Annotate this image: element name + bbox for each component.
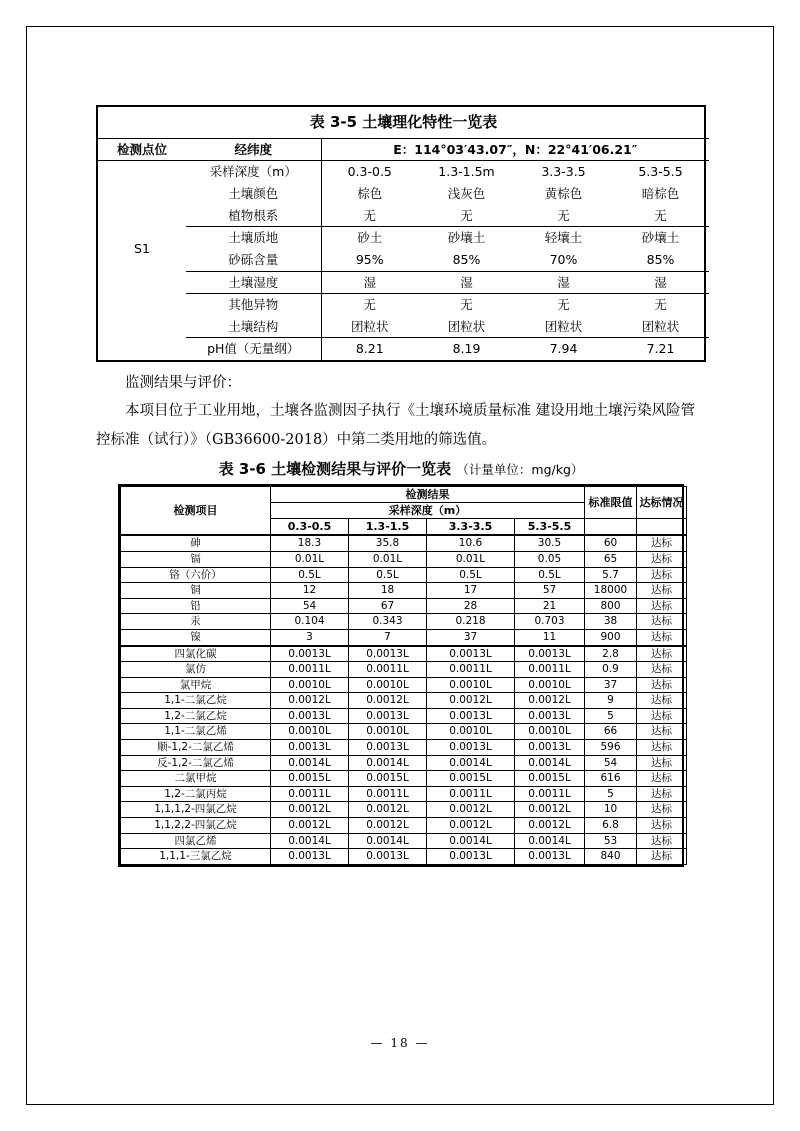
row-value: 54 — [271, 598, 349, 614]
row-value: 0.0015L — [349, 771, 427, 787]
row-value: 0.0013L — [515, 849, 585, 865]
row-compliance: 达标 — [637, 724, 687, 740]
row-item: 铬（六价） — [121, 567, 271, 583]
table-row — [121, 740, 687, 756]
row-value: 0.0013L — [427, 708, 515, 724]
table-row — [121, 629, 687, 645]
row-value: 0.0012L — [349, 693, 427, 709]
table-row — [121, 535, 687, 551]
header-result-group: 检测结果 — [271, 486, 585, 502]
row-value: 0.0014L — [427, 833, 515, 849]
row-value: 团粒状 — [612, 316, 709, 338]
row-item: 汞 — [121, 614, 271, 630]
page-content — [96, 105, 706, 867]
table-3-5-body — [98, 107, 709, 360]
table-row — [98, 183, 709, 205]
row-value: 12 — [271, 583, 349, 599]
row-value: 无 — [557, 297, 570, 313]
table-3-6-body — [121, 535, 687, 864]
row-standard: 38 — [585, 614, 637, 630]
table-row — [98, 227, 709, 249]
row-item: 砷 — [121, 535, 271, 551]
table-row — [121, 833, 687, 849]
row-value: 0.0012L — [427, 818, 515, 834]
table-3-6-head — [121, 486, 687, 535]
row-compliance: 达标 — [637, 708, 687, 724]
row-value: 无 — [654, 297, 667, 313]
row-value: 团粒状 — [515, 316, 612, 338]
row-standard: 900 — [585, 629, 637, 645]
row-value: 0.0011L — [427, 662, 515, 678]
row-compliance: 达标 — [637, 551, 687, 567]
row-value: 37 — [427, 629, 515, 645]
row-value: 0.0013L — [349, 646, 427, 662]
table-row — [121, 614, 687, 630]
row-value: 棕色 — [357, 186, 383, 201]
row-compliance: 达标 — [637, 614, 687, 630]
header-depth-1: 0.3-0.5 — [271, 519, 349, 536]
row-compliance: 达标 — [637, 771, 687, 787]
row-standard: 18000 — [585, 583, 637, 599]
row-value: 0.5L — [271, 567, 349, 583]
row-value: 18.3 — [271, 535, 349, 551]
table-row — [98, 294, 709, 316]
row-value: 0.0013L — [349, 740, 427, 756]
row-standard: 66 — [585, 724, 637, 740]
header-compliance-spacer — [637, 519, 687, 536]
table-row — [121, 677, 687, 693]
row-standard: 54 — [585, 755, 637, 771]
row-item: 镍 — [121, 629, 271, 645]
row-value: 10.6 — [427, 535, 515, 551]
row-value: 35.8 — [349, 535, 427, 551]
row-value: 0.0015L — [271, 771, 349, 787]
row-compliance: 达标 — [637, 755, 687, 771]
row-value: 浅灰色 — [447, 186, 486, 201]
row-value: 11 — [515, 629, 585, 645]
row-value: 0.218 — [427, 614, 515, 630]
table-3-5-header-row — [98, 138, 709, 161]
row-value: 7.21 — [646, 341, 675, 357]
row-value: 轻壤土 — [544, 230, 583, 246]
point-spacer-1 — [98, 161, 186, 227]
table-3-6-title-text: 表 3-6 土壤检测结果与评价一览表 — [218, 459, 452, 478]
row-label: pH值（无量纲） — [186, 338, 321, 360]
row-value: 0.0013L — [271, 849, 349, 865]
row-value: 0.0014L — [427, 755, 515, 771]
row-standard: 6.8 — [585, 818, 637, 834]
row-item: 氯甲烷 — [121, 677, 271, 693]
row-compliance: 达标 — [637, 786, 687, 802]
row-value: 8.19 — [452, 341, 481, 357]
row-value: 0.0012L — [515, 693, 585, 709]
row-value: 0.0012L — [349, 802, 427, 818]
header-depth-3: 3.3-3.5 — [427, 519, 515, 536]
evaluation-paragraph-block — [96, 369, 706, 454]
row-value: 30.5 — [515, 535, 585, 551]
table-row — [121, 802, 687, 818]
header-item: 检测项目 — [121, 486, 271, 535]
row-value: 3.3-3.5 — [541, 164, 586, 180]
row-value: 0.0012L — [271, 818, 349, 834]
row-value: 21 — [515, 598, 585, 614]
row-value: 0.5L — [427, 567, 515, 583]
row-value: 砂土 — [357, 230, 383, 246]
header-compliance: 达标情况 — [637, 486, 687, 518]
row-value: 0.0013L — [515, 708, 585, 724]
row-item: 1,1,2,2-四氯乙烷 — [121, 818, 271, 834]
row-value: 0.0011L — [349, 786, 427, 802]
row-value: 0.0012L — [349, 818, 427, 834]
row-value: 0.01L — [427, 551, 515, 567]
point-name-cell: S1 — [134, 241, 150, 257]
row-item: 顺-1,2-二氯乙烯 — [121, 740, 271, 756]
row-value: 无 — [321, 205, 418, 227]
row-label: 其他异物 — [186, 294, 321, 316]
row-value: 无 — [363, 297, 376, 313]
row-value: 团粒状 — [321, 316, 418, 338]
row-label: 土壤颜色 — [186, 183, 321, 205]
row-value: 0.0014L — [515, 755, 585, 771]
row-compliance: 达标 — [637, 583, 687, 599]
row-label: 砂砾含量 — [186, 249, 321, 271]
row-item: 1,1,1,2-四氯乙烷 — [121, 802, 271, 818]
row-value: 0.3-0.5 — [347, 164, 392, 180]
row-value: 0.0014L — [349, 833, 427, 849]
row-value: 0.05 — [515, 551, 585, 567]
row-standard: 840 — [585, 849, 637, 865]
evaluation-body: 本项目位于工业用地，土壤各监测因子执行《土壤环境质量标准 建设用地土壤污染风险管控标准（试行）》（GB36600-2018）中第二类用地的筛选值。 — [96, 403, 696, 448]
row-value: 砂壤土 — [447, 230, 486, 246]
row-value: 0.0012L — [515, 818, 585, 834]
row-compliance: 达标 — [637, 567, 687, 583]
row-item: 铜 — [121, 583, 271, 599]
row-value: 0.01L — [349, 551, 427, 567]
table-row — [121, 567, 687, 583]
row-value: 0.0013L — [271, 708, 349, 724]
table-row — [121, 755, 687, 771]
row-value: 湿 — [321, 271, 418, 294]
row-item: 二氯甲烷 — [121, 771, 271, 787]
row-value: 1.3-1.5m — [438, 164, 495, 180]
row-label: 土壤质地 — [186, 227, 321, 249]
row-value: 0.0010L — [349, 724, 427, 740]
row-value: 0.0012L — [427, 693, 515, 709]
row-standard: 596 — [585, 740, 637, 756]
row-label: 采样深度（m） — [186, 161, 321, 183]
row-value: 0.0015L — [515, 771, 585, 787]
row-value: 0.0010L — [427, 677, 515, 693]
header-depth-group: 采样深度（m） — [271, 502, 585, 518]
table-row — [121, 646, 687, 662]
row-value: 0.0012L — [427, 802, 515, 818]
row-value: 0.0012L — [271, 802, 349, 818]
row-label: 土壤结构 — [186, 316, 321, 338]
row-standard: 5.7 — [585, 567, 637, 583]
row-value: 0.0010L — [515, 724, 585, 740]
row-value: 0.0010L — [271, 724, 349, 740]
row-compliance: 达标 — [637, 818, 687, 834]
table-3-6-title — [96, 458, 706, 479]
row-item: 1,1-二氯乙烯 — [121, 724, 271, 740]
row-standard: 800 — [585, 598, 637, 614]
row-value: 0.0013L — [515, 740, 585, 756]
row-value: 5.3-5.5 — [638, 164, 683, 180]
row-value: 0.0011L — [271, 786, 349, 802]
row-value: 0.0010L — [349, 677, 427, 693]
table-row — [121, 708, 687, 724]
row-value: 7 — [349, 629, 427, 645]
row-value: 0.0011L — [515, 662, 585, 678]
row-value: 团粒状 — [418, 316, 515, 338]
row-value: 0.0013L — [271, 740, 349, 756]
row-value: 85% — [418, 249, 515, 271]
table-row — [98, 338, 709, 360]
table-3-5-title-row — [98, 107, 709, 138]
row-value: 0.703 — [515, 614, 585, 630]
row-value: 黄棕色 — [544, 186, 583, 201]
table-row — [121, 849, 687, 865]
row-value: 0.0011L — [515, 786, 585, 802]
row-compliance: 达标 — [637, 740, 687, 756]
table-row — [121, 693, 687, 709]
row-standard: 37 — [585, 677, 637, 693]
row-value: 0.0013L — [427, 646, 515, 662]
row-value: 0.5L — [515, 567, 585, 583]
row-value: 0.0012L — [271, 693, 349, 709]
row-standard: 9 — [585, 693, 637, 709]
row-value: 0.0010L — [515, 677, 585, 693]
row-compliance: 达标 — [637, 849, 687, 865]
row-compliance: 达标 — [637, 662, 687, 678]
row-value: 0.0014L — [271, 755, 349, 771]
row-value: 0.5L — [349, 567, 427, 583]
table-row — [98, 316, 709, 338]
row-label: 植物根系 — [186, 205, 321, 227]
table-row — [98, 161, 709, 183]
row-value: 0.0010L — [271, 677, 349, 693]
row-value: 17 — [427, 583, 515, 599]
table-row — [98, 205, 709, 227]
table-row — [121, 551, 687, 567]
table-row — [98, 271, 709, 294]
row-value: 0.01L — [271, 551, 349, 567]
row-value: 无 — [612, 205, 709, 227]
table-row — [121, 662, 687, 678]
row-item: 反-1,2-二氯乙烯 — [121, 755, 271, 771]
row-standard: 10 — [585, 802, 637, 818]
row-standard: 616 — [585, 771, 637, 787]
row-item: 镉 — [121, 551, 271, 567]
row-value: 95% — [321, 249, 418, 271]
row-compliance: 达标 — [637, 535, 687, 551]
table-row — [98, 249, 709, 271]
row-item: 1,2-二氯丙烷 — [121, 786, 271, 802]
row-value: 8.21 — [355, 341, 384, 357]
row-value: 0.104 — [271, 614, 349, 630]
page-footer: — 18 — — [370, 1036, 430, 1050]
row-value: 湿 — [515, 271, 612, 294]
row-value: 28 — [427, 598, 515, 614]
header-coord-label: 经纬度 — [186, 138, 321, 161]
row-item: 1,2-二氯乙烷 — [121, 708, 271, 724]
row-value: 0.0011L — [271, 662, 349, 678]
header-point-label: 检测点位 — [98, 138, 186, 161]
row-value: 0.0011L — [349, 662, 427, 678]
row-compliance: 达标 — [637, 598, 687, 614]
row-compliance: 达标 — [637, 693, 687, 709]
row-standard: 5 — [585, 708, 637, 724]
row-value: 0.0014L — [515, 833, 585, 849]
row-item: 氯仿 — [121, 662, 271, 678]
row-compliance: 达标 — [637, 802, 687, 818]
row-value: 0.0013L — [349, 849, 427, 865]
row-value: 0.0015L — [427, 771, 515, 787]
header-standard: 标准限值 — [585, 486, 637, 518]
row-value: 0.343 — [349, 614, 427, 630]
row-value: 湿 — [418, 271, 515, 294]
row-value: 0.0013L — [515, 646, 585, 662]
row-value: 3 — [271, 629, 349, 645]
row-compliance: 达标 — [637, 646, 687, 662]
row-value: 0.0013L — [427, 849, 515, 865]
row-item: 1,1-二氯乙烷 — [121, 693, 271, 709]
row-value: 0.0013L — [427, 740, 515, 756]
table-row — [121, 786, 687, 802]
header-coord-value: E：114°03′43.07″，N：22°41′06.21″ — [321, 138, 709, 161]
row-value: 70% — [515, 249, 612, 271]
row-value: 0.0013L — [349, 708, 427, 724]
row-value: 暗棕色 — [641, 186, 680, 201]
header-depth-4: 5.3-5.5 — [515, 519, 585, 536]
row-value: 67 — [349, 598, 427, 614]
row-compliance: 达标 — [637, 833, 687, 849]
row-value: 砂壤土 — [641, 230, 680, 246]
row-value: 85% — [612, 249, 709, 271]
header-depth-2: 1.3-1.5 — [349, 519, 427, 536]
row-standard: 2.8 — [585, 646, 637, 662]
row-standard: 0.9 — [585, 662, 637, 678]
table-row — [121, 771, 687, 787]
row-standard: 53 — [585, 833, 637, 849]
row-item: 1,1,1-三氯乙烷 — [121, 849, 271, 865]
row-value: 无 — [460, 297, 473, 313]
table-row — [121, 724, 687, 740]
table-row — [121, 818, 687, 834]
row-item: 铅 — [121, 598, 271, 614]
table-3-6 — [118, 484, 684, 867]
row-compliance: 达标 — [637, 629, 687, 645]
table-row — [121, 598, 687, 614]
row-standard: 5 — [585, 786, 637, 802]
row-value: 0.0011L — [427, 786, 515, 802]
evaluation-heading: 监测结果与评价： — [125, 375, 241, 391]
row-item: 四氯乙烯 — [121, 833, 271, 849]
row-value: 湿 — [612, 271, 709, 294]
row-value: 无 — [515, 205, 612, 227]
row-value: 18 — [349, 583, 427, 599]
row-value: 0.0012L — [515, 802, 585, 818]
table-3-6-title-unit: （计量单位：mg/kg） — [456, 461, 584, 477]
row-value: 0.0014L — [349, 755, 427, 771]
row-value: 0.0013L — [271, 646, 349, 662]
header-standard-spacer — [585, 519, 637, 536]
row-standard: 65 — [585, 551, 637, 567]
row-value: 0.0014L — [271, 833, 349, 849]
table-3-6-header-row-1 — [121, 486, 687, 502]
table-3-5-title: 表 3-5 土壤理化特性一览表 — [98, 107, 709, 138]
row-label: 土壤湿度 — [186, 271, 321, 294]
row-standard: 60 — [585, 535, 637, 551]
row-item: 四氯化碳 — [121, 646, 271, 662]
table-row — [121, 583, 687, 599]
row-compliance: 达标 — [637, 677, 687, 693]
row-value: 无 — [418, 205, 515, 227]
row-value: 0.0010L — [427, 724, 515, 740]
point-spacer-2 — [98, 271, 186, 360]
row-value: 57 — [515, 583, 585, 599]
table-3-5 — [96, 105, 706, 362]
row-value: 7.94 — [549, 341, 578, 357]
